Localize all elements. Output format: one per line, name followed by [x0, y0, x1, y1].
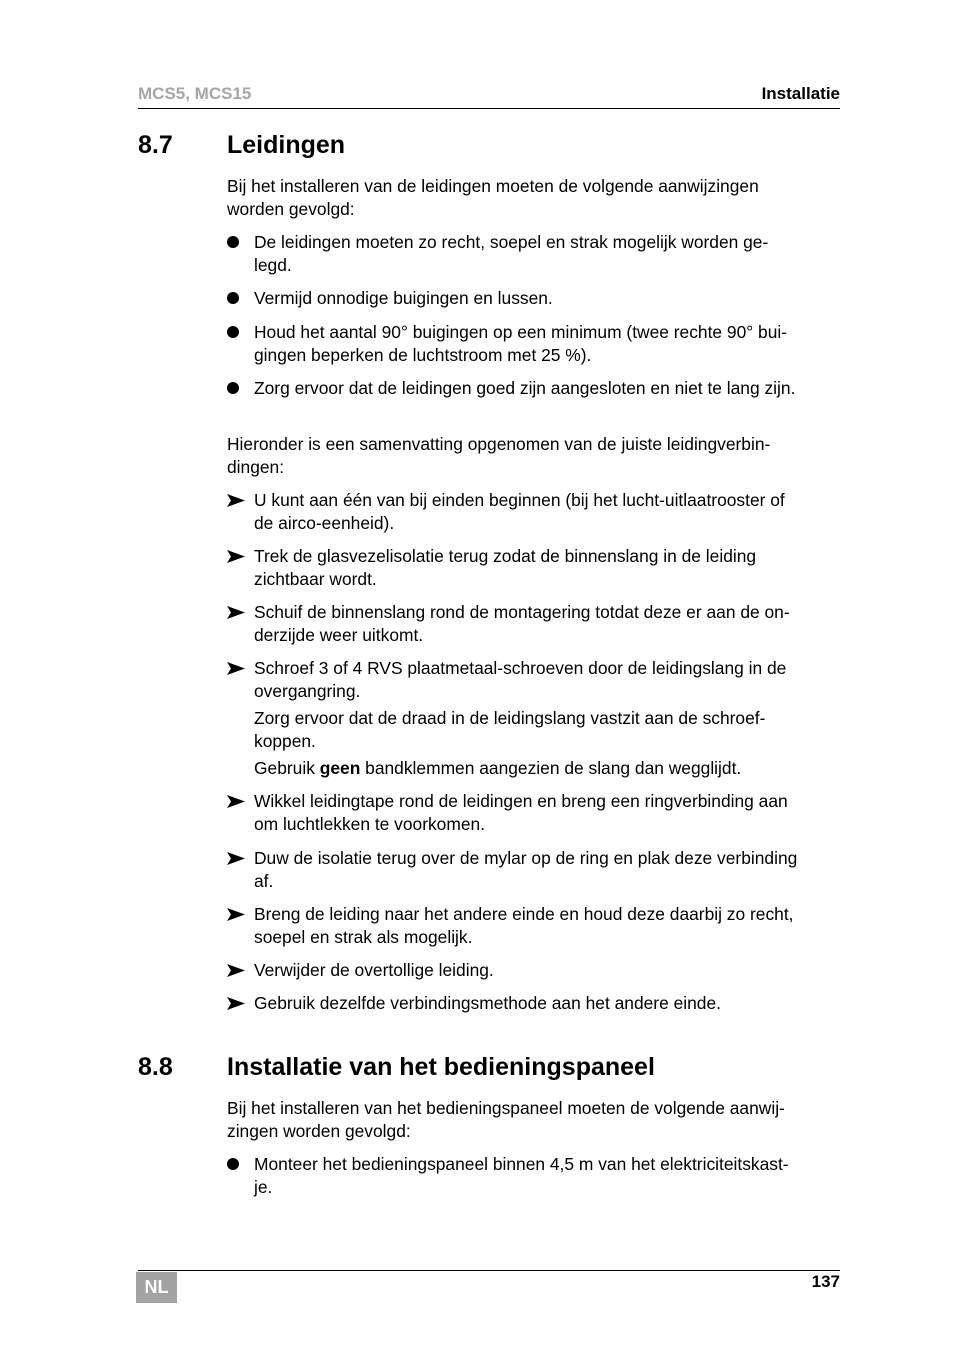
step-list: [227, 489, 843, 535]
text-line: De leidingen moeten zo recht, soepel en strak mogelijk worden ge-: [254, 232, 769, 252]
arrow-right-icon: [227, 992, 247, 1010]
text-line: Breng de leiding naar het andere einde en houd deze daarbij zo recht,: [254, 904, 794, 924]
arrow-right-icon: [227, 790, 247, 808]
text-line: Schuif de binnenslang rond de montagering totdat deze er aan de on-: [254, 602, 790, 622]
bullet-list-8-7: [227, 287, 843, 310]
step-list: [227, 545, 843, 591]
warning-emphasis: geen: [319, 758, 361, 778]
text-line: soepel en strak als mogelijk.: [254, 927, 473, 947]
arrow-right-icon: [227, 489, 247, 507]
step-list: [227, 903, 843, 949]
step-note: [254, 707, 843, 753]
step-list: [227, 790, 843, 836]
arrow-right-icon: [227, 847, 247, 865]
text-line: overgangring.: [254, 681, 361, 701]
step-item: [227, 657, 843, 780]
text-line: koppen.: [254, 731, 316, 751]
step-item: [227, 903, 843, 949]
bullet-icon: [227, 287, 247, 310]
text-line: Hieronder is een samenvatting opgenomen van de juiste leidingverbin-: [227, 434, 771, 454]
step-list: [227, 657, 843, 780]
text-line: Wikkel leidingtape rond de leidingen en breng een ringverbinding aan: [254, 791, 788, 811]
warning-text: bandklemmen aangezien de slang dan wegglijdt.: [360, 758, 742, 778]
step-item: [227, 959, 843, 982]
section-title: Leidingen: [227, 131, 346, 159]
header-rule: [138, 108, 840, 109]
text-line: de airco-eenheid).: [254, 513, 395, 533]
bullet-icon: [227, 231, 247, 254]
footer-rule: [138, 1270, 840, 1271]
step-list: [227, 992, 843, 1015]
text-line: je.: [254, 1177, 273, 1197]
text-line: Verwijder de overtollige leiding.: [254, 960, 494, 980]
step-list: [227, 959, 843, 982]
list-item: [227, 231, 843, 277]
text-line: om luchtlekken te voorkomen.: [254, 814, 486, 834]
text-line: Bij het installeren van de leidingen moeten de volgende aanwijzingen: [227, 176, 759, 196]
text-line: Gebruik dezelfde verbindingsmethode aan het andere einde.: [254, 993, 721, 1013]
step-item: [227, 489, 843, 535]
step-item: [227, 601, 843, 647]
bullet-icon: [227, 377, 247, 400]
bullet-list-8-8: [227, 1153, 843, 1199]
arrow-right-icon: [227, 903, 247, 921]
language-badge: NL: [136, 1272, 177, 1303]
text-line: Monteer het bedieningspaneel binnen 4,5 m van het elektriciteitskast-: [254, 1154, 789, 1174]
text-line: Schroef 3 of 4 RVS plaatmetaal-schroeven door de leidingslang in de: [254, 658, 787, 678]
text-line: Zorg ervoor dat de draad in de leidingslang vastzit aan de schroef-: [254, 708, 766, 728]
section-number: 8.7: [138, 131, 173, 159]
text-line: af.: [254, 871, 274, 891]
text-line: gingen beperken de luchtstroom met 25 %).: [254, 345, 592, 365]
page-number: 137: [811, 1272, 840, 1291]
intro-paragraph-8-8: [227, 1097, 843, 1143]
step-item: [227, 847, 843, 893]
text-line: zichtbaar wordt.: [254, 569, 377, 589]
text-line: U kunt aan één van bij einden beginnen (bij het lucht-uitlaatrooster of: [254, 490, 785, 510]
summary-paragraph: [227, 433, 843, 479]
step-item: [227, 790, 843, 836]
text-line: Trek de glasvezelisolatie terug zodat de binnenslang in de leiding: [254, 546, 757, 566]
text-line: worden gevolgd:: [227, 199, 355, 219]
step-list: [227, 601, 843, 647]
text-line: Vermijd onnodige buigingen en lussen.: [254, 288, 553, 308]
running-header-model: MCS5, MCS15: [138, 84, 252, 103]
step-warning: [254, 757, 843, 780]
text-line: derzijde weer uitkomt.: [254, 625, 424, 645]
text-line: Duw de isolatie terug over de mylar op de ring en plak deze verbinding: [254, 848, 798, 868]
text-line: dingen:: [227, 457, 285, 477]
bullet-list-8-7: [227, 231, 843, 277]
arrow-right-icon: [227, 545, 247, 563]
step-item: [227, 992, 843, 1015]
section-title: Installatie van het bedieningspaneel: [227, 1053, 655, 1081]
list-item: [227, 1153, 843, 1199]
list-item: [227, 321, 843, 367]
arrow-right-icon: [227, 657, 247, 675]
text-line: zingen worden gevolgd:: [227, 1121, 411, 1141]
bullet-icon: [227, 1153, 247, 1176]
bullet-icon: [227, 321, 247, 344]
section-number: 8.8: [138, 1053, 173, 1081]
step-item: [227, 545, 843, 591]
warning-text: Gebruik: [254, 758, 320, 778]
text-line: Bij het installeren van het bedieningspaneel moeten de volgende aanwij-: [227, 1098, 785, 1118]
text-line: legd.: [254, 255, 292, 275]
bullet-list-8-7: [227, 377, 843, 400]
list-item: [227, 287, 843, 310]
running-header-chapter: Installatie: [761, 84, 840, 103]
list-item: [227, 377, 843, 400]
text-line: Houd het aantal 90° buigingen op een minimum (twee rechte 90° bui-: [254, 322, 788, 342]
text-line: Zorg ervoor dat de leidingen goed zijn aangesloten en niet te lang zijn.: [254, 378, 796, 398]
arrow-right-icon: [227, 601, 247, 619]
arrow-right-icon: [227, 959, 247, 977]
step-list: [227, 847, 843, 893]
intro-paragraph-8-7: [227, 175, 843, 221]
bullet-list-8-7: [227, 321, 843, 367]
